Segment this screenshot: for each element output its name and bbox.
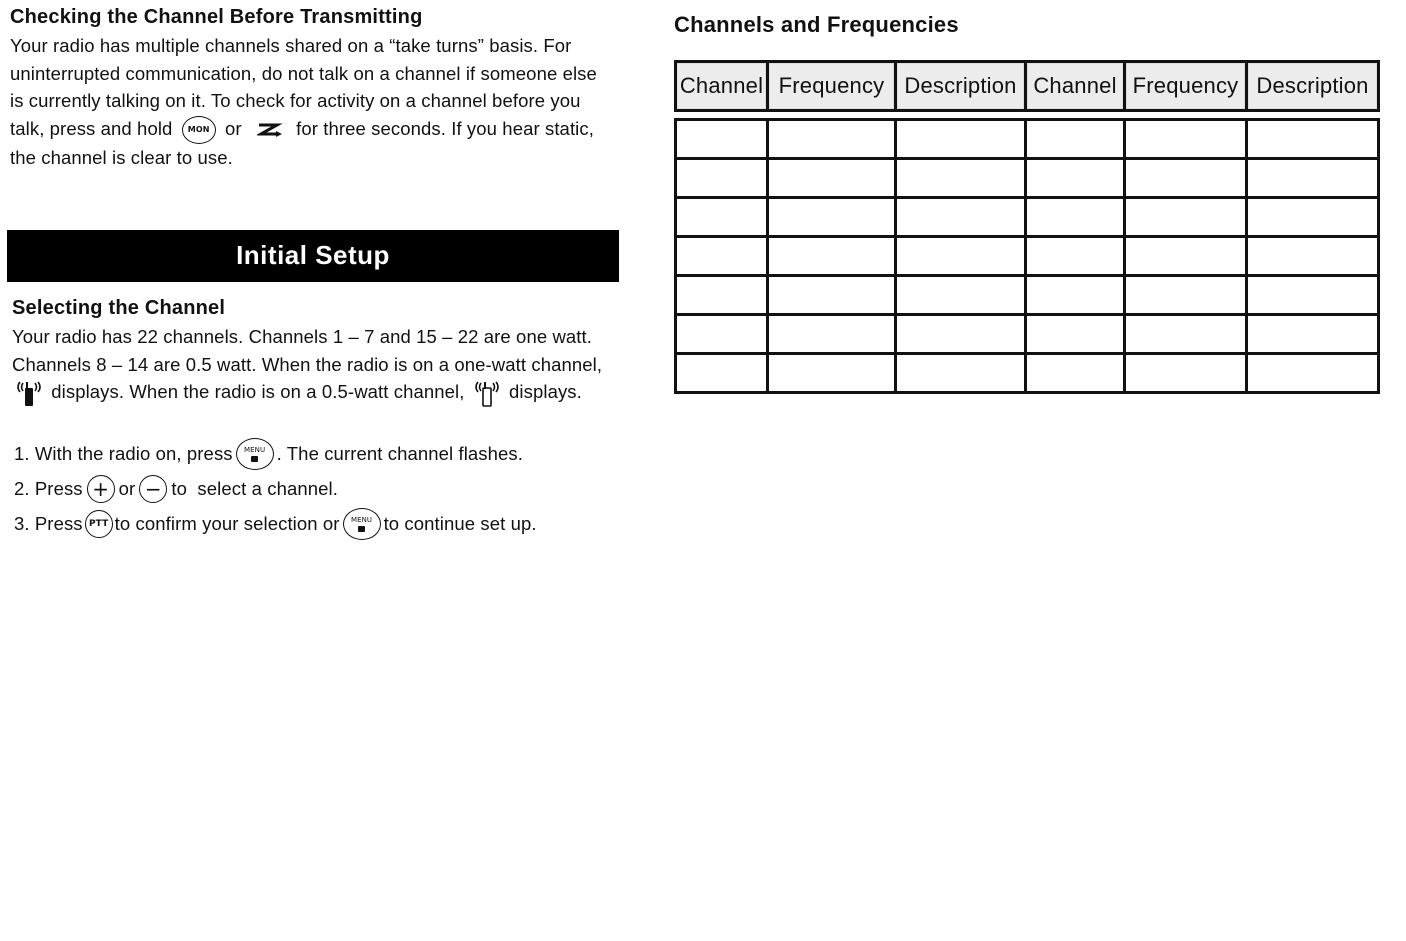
header-frequency-1: Frequency xyxy=(768,62,896,111)
lock-icon xyxy=(358,526,365,532)
header-frequency-2: Frequency xyxy=(1125,62,1247,111)
table-cell xyxy=(676,120,768,159)
table-cell xyxy=(768,198,896,237)
step-1-text-b: . The current channel flashes. xyxy=(276,442,524,464)
selecting-channel-heading: Selecting the Channel xyxy=(12,297,226,319)
table-cell xyxy=(1125,315,1247,354)
table-cell xyxy=(768,276,896,315)
menu-button-icon xyxy=(236,438,274,470)
table-cell xyxy=(1026,315,1125,354)
table-cell xyxy=(1247,276,1379,315)
table-cell xyxy=(676,354,768,393)
header-description-2: Description xyxy=(1247,62,1379,111)
header-description-1: Description xyxy=(896,62,1026,111)
table-cell xyxy=(1125,237,1247,276)
table-cell xyxy=(1247,198,1379,237)
table-cell xyxy=(1026,354,1125,393)
table-cell xyxy=(768,120,896,159)
header-channel-2: Channel xyxy=(1026,62,1125,111)
initial-setup-banner: Initial Setup xyxy=(7,230,619,282)
table-cell xyxy=(676,198,768,237)
table-cell xyxy=(1247,237,1379,276)
check-channel-paragraph xyxy=(10,32,635,171)
table-cell xyxy=(896,120,1026,159)
table-cell xyxy=(1026,198,1125,237)
menu-label: MENU xyxy=(350,515,373,524)
table-gap-row xyxy=(676,111,1379,120)
table-row xyxy=(676,198,1379,237)
table-cell xyxy=(1247,315,1379,354)
table-cell xyxy=(1026,159,1125,198)
table-cell xyxy=(676,315,768,354)
menu-button-icon xyxy=(343,508,381,540)
channel-frequency-table xyxy=(674,60,1380,394)
header-channel-1: Channel xyxy=(676,62,768,111)
table-cell xyxy=(676,237,768,276)
step-2-text-c: to select a channel. xyxy=(171,477,338,499)
check-line-4-c: for three seconds. If you hear static, xyxy=(296,117,594,139)
check-line-3: is currently talking on it. To check for activity on a channel before you xyxy=(10,90,581,111)
check-line-5: the channel is clear to use. xyxy=(10,146,233,168)
table-cell xyxy=(1125,120,1247,159)
table-cell xyxy=(676,159,768,198)
check-line-4-b: or xyxy=(224,117,242,139)
menu-label: MENU xyxy=(244,445,266,454)
setup-steps xyxy=(14,436,634,541)
select-line-1: Your radio has 22 channels. Channels 1 – 7 and 15 – 22 are one watt. xyxy=(12,326,593,347)
table-cell xyxy=(676,276,768,315)
table-cell xyxy=(896,198,1026,237)
step-3-text-c: to continue set up. xyxy=(383,512,537,534)
table-gap-cell xyxy=(1247,111,1379,120)
select-line-3-b: displays. xyxy=(509,381,582,402)
table-cell xyxy=(1247,354,1379,393)
table-cell xyxy=(896,315,1026,354)
channels-frequencies-heading: Channels and Frequencies xyxy=(674,12,959,37)
step-2 xyxy=(14,471,634,506)
table-row xyxy=(676,276,1379,315)
table-cell xyxy=(768,315,896,354)
minus-button-icon: − xyxy=(139,475,167,503)
table-cell xyxy=(896,276,1026,315)
select-line-2: Channels 8 – 14 are 0.5 watt. When the radio is on a one-watt channel, xyxy=(12,353,603,375)
step-3-text-b: to confirm your selection or xyxy=(114,512,340,534)
table-cell xyxy=(768,159,896,198)
check-line-4-a: talk, press and hold xyxy=(10,117,173,139)
table-gap-cell xyxy=(768,111,896,120)
table-row xyxy=(676,354,1379,393)
check-channel-heading: Checking the Channel Before Transmitting xyxy=(10,6,423,28)
table-cell xyxy=(1125,276,1247,315)
table-row xyxy=(676,237,1379,276)
lock-icon xyxy=(251,456,258,462)
select-line-3-a: displays. When the radio is on a 0.5-watt channel, xyxy=(51,381,465,402)
table-cell xyxy=(768,354,896,393)
scan-icon xyxy=(257,122,283,138)
table-cell xyxy=(1125,198,1247,237)
table-row xyxy=(676,159,1379,198)
step-1 xyxy=(14,436,634,471)
table-gap-cell xyxy=(676,111,768,120)
table-cell xyxy=(896,237,1026,276)
table-row xyxy=(676,315,1379,354)
check-line-1: Your radio has multiple channels shared on a “take turns” basis. For xyxy=(10,35,572,56)
table-gap-cell xyxy=(896,111,1026,120)
table-cell xyxy=(1026,120,1125,159)
step-1-text-a: 1. With the radio on, press xyxy=(14,442,233,464)
table-cell xyxy=(1125,159,1247,198)
mon-button-icon: MON xyxy=(182,116,216,144)
table-cell xyxy=(896,159,1026,198)
check-line-2: uninterrupted communication, do not talk on a channel if someone else xyxy=(10,62,597,84)
step-3 xyxy=(14,506,634,541)
table-gap-cell xyxy=(1026,111,1125,120)
step-2-text-a: 2. Press xyxy=(14,477,83,499)
table-body xyxy=(676,111,1379,393)
table-cell xyxy=(1026,237,1125,276)
select-line-3 xyxy=(12,378,632,408)
table-cell xyxy=(1125,354,1247,393)
table-row xyxy=(676,120,1379,159)
check-line-4 xyxy=(10,115,635,144)
table-cell xyxy=(1026,276,1125,315)
step-3-text-a: 3. Press xyxy=(14,512,83,534)
table-header-row xyxy=(676,62,1379,111)
table-cell xyxy=(896,354,1026,393)
table-cell xyxy=(768,237,896,276)
step-2-text-b: or xyxy=(118,477,136,499)
plus-button-icon: + xyxy=(87,475,115,503)
high-power-signal-icon xyxy=(14,378,44,408)
table-cell xyxy=(1247,159,1379,198)
selecting-channel-paragraph xyxy=(12,323,632,408)
ptt-button-icon: PTT xyxy=(85,510,113,538)
table-cell xyxy=(1247,120,1379,159)
table-gap-cell xyxy=(1125,111,1247,120)
low-power-signal-icon xyxy=(472,378,502,408)
